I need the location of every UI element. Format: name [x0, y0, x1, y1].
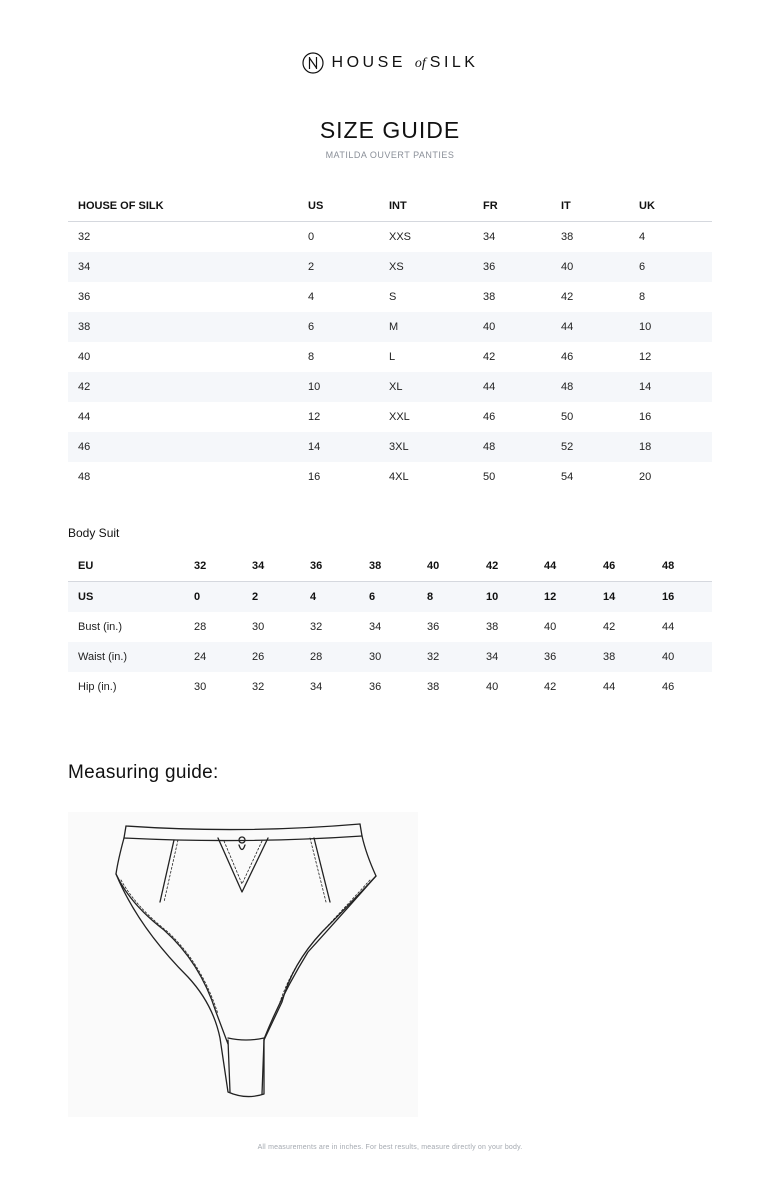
table-cell: 36 [369, 681, 382, 693]
table-row [68, 312, 712, 342]
page-title: SIZE GUIDE [319, 117, 461, 143]
size-table-header-row [68, 191, 712, 222]
column-header: 36 [300, 551, 359, 582]
table-cell: 36 [78, 291, 91, 303]
table-cell: 4 [639, 231, 646, 243]
table-cell: 46 [561, 351, 574, 363]
table-cell: 26 [242, 642, 300, 672]
table-cell: XXL [389, 411, 410, 423]
brand-logo[interactable] [0, 52, 780, 74]
column-header: HOUSE OF SILK [68, 191, 298, 222]
table-cell: 34 [310, 681, 323, 693]
table-cell: 48 [473, 432, 551, 462]
column-header: EU [68, 551, 184, 582]
table-cell: Bust (in.) [78, 621, 123, 633]
table-cell: 8 [639, 291, 646, 303]
table-cell: 44 [78, 411, 91, 423]
table-row [68, 342, 712, 372]
size-conversion-table [68, 191, 712, 492]
column-header: INT [379, 191, 473, 222]
table-cell: 38 [486, 621, 499, 633]
column-header: IT [551, 191, 629, 222]
brand-wordmark: HOUSE of SILK [331, 54, 479, 71]
column-header: 48 [652, 551, 712, 582]
table-row [68, 252, 712, 282]
table-cell: L [389, 351, 396, 363]
table-cell: 54 [561, 471, 574, 483]
table-cell: 44 [603, 681, 616, 693]
table-cell: 16 [308, 471, 321, 483]
table-cell: 36 [427, 621, 440, 633]
column-header: FR [473, 191, 551, 222]
table-cell: 46 [483, 411, 496, 423]
column-header: 42 [476, 551, 534, 582]
column-header: US [298, 191, 379, 222]
table-cell: 40 [78, 351, 91, 363]
measuring-guide-heading: Measuring guide: [68, 762, 219, 783]
table-cell: 16 [652, 582, 712, 613]
brand-monogram-icon [302, 52, 324, 74]
table-cell: 44 [473, 372, 551, 402]
table-cell: 38 [593, 642, 652, 672]
table-cell: 18 [629, 432, 712, 462]
table-cell: 38 [483, 291, 496, 303]
table-cell: 52 [551, 432, 629, 462]
table-cell: XXS [389, 231, 412, 243]
table-row [68, 432, 712, 462]
table-cell: 4 [300, 582, 359, 613]
table-cell: 50 [561, 411, 574, 423]
table-cell: 6 [629, 252, 712, 282]
table-cell: 6 [359, 582, 417, 613]
table-cell: 0 [184, 582, 242, 613]
table-cell: 40 [473, 312, 551, 342]
column-header: 38 [359, 551, 417, 582]
table-cell: XS [379, 252, 473, 282]
column-header: 40 [417, 551, 476, 582]
table-cell: 4XL [389, 471, 409, 483]
table-row [68, 222, 712, 253]
column-header: 46 [593, 551, 652, 582]
table-cell: 8 [308, 351, 315, 363]
table-cell: 34 [369, 621, 382, 633]
table-cell: 34 [476, 642, 534, 672]
table-row [68, 642, 712, 672]
table-cell: 2 [298, 252, 379, 282]
size-table-body [68, 222, 712, 493]
table-cell: 32 [417, 642, 476, 672]
table-cell: 44 [551, 312, 629, 342]
body-suit-header-row [68, 551, 712, 582]
table-cell: 40 [652, 642, 712, 672]
table-cell: 12 [639, 351, 652, 363]
table-cell: 46 [68, 432, 298, 462]
table-cell: 34 [68, 252, 298, 282]
table-cell: 28 [194, 621, 207, 633]
table-cell: 48 [78, 471, 91, 483]
table-cell: 42 [68, 372, 298, 402]
table-cell: 40 [551, 252, 629, 282]
table-cell: 10 [298, 372, 379, 402]
measurement-footnote: All measurements are in inches. For best results, measure directly on your body. [257, 1144, 523, 1151]
table-cell: 48 [551, 372, 629, 402]
table-cell: 44 [662, 621, 675, 633]
table-cell: Hip (in.) [78, 681, 117, 693]
table-cell: 0 [308, 231, 315, 243]
table-cell: US [68, 582, 184, 613]
table-cell: 2 [242, 582, 300, 613]
table-cell: Waist (in.) [68, 642, 184, 672]
table-cell: 6 [298, 312, 379, 342]
column-header: 44 [534, 551, 593, 582]
table-cell: 38 [561, 231, 574, 243]
table-row [68, 672, 712, 702]
body-suit-body [68, 582, 712, 703]
column-header: 32 [184, 551, 242, 582]
body-suit-label: Body Suit [68, 526, 120, 540]
table-cell: 32 [78, 231, 91, 243]
table-cell: 10 [476, 582, 534, 613]
column-header: 34 [242, 551, 300, 582]
table-cell: 24 [184, 642, 242, 672]
table-cell: 34 [483, 231, 496, 243]
table-cell: 30 [194, 681, 207, 693]
table-cell: 20 [639, 471, 652, 483]
table-cell: 40 [544, 621, 557, 633]
table-cell: 16 [639, 411, 652, 423]
table-cell: 32 [252, 681, 265, 693]
table-cell: 36 [534, 642, 593, 672]
table-cell: 32 [310, 621, 323, 633]
table-cell: 3XL [379, 432, 473, 462]
table-cell: 50 [483, 471, 496, 483]
table-cell: 42 [544, 681, 557, 693]
table-row [68, 582, 712, 613]
table-cell: 42 [483, 351, 496, 363]
table-cell: 14 [629, 372, 712, 402]
table-cell: 28 [300, 642, 359, 672]
table-cell: 40 [486, 681, 499, 693]
table-cell: 36 [473, 252, 551, 282]
table-row [68, 372, 712, 402]
table-cell: M [379, 312, 473, 342]
table-cell: 42 [561, 291, 574, 303]
table-cell: 46 [662, 681, 675, 693]
table-cell: 30 [359, 642, 417, 672]
table-cell: 38 [427, 681, 440, 693]
table-cell: 14 [298, 432, 379, 462]
table-row [68, 462, 712, 492]
product-subtitle: MATILDA OUVERT PANTIES [325, 150, 455, 160]
table-cell: 14 [593, 582, 652, 613]
table-cell: XL [379, 372, 473, 402]
body-suit-table [68, 551, 712, 702]
column-header: UK [629, 191, 712, 222]
table-cell: 38 [68, 312, 298, 342]
table-cell: 42 [603, 621, 616, 633]
table-cell: 12 [534, 582, 593, 613]
table-cell: 4 [308, 291, 315, 303]
table-cell: S [389, 291, 397, 303]
table-row [68, 402, 712, 432]
high-waist-brief-illustration-icon [68, 812, 418, 1117]
table-cell: 12 [308, 411, 321, 423]
table-cell: 8 [417, 582, 476, 613]
table-cell: 10 [629, 312, 712, 342]
table-row [68, 282, 712, 312]
table-cell: 30 [252, 621, 265, 633]
table-row [68, 612, 712, 642]
